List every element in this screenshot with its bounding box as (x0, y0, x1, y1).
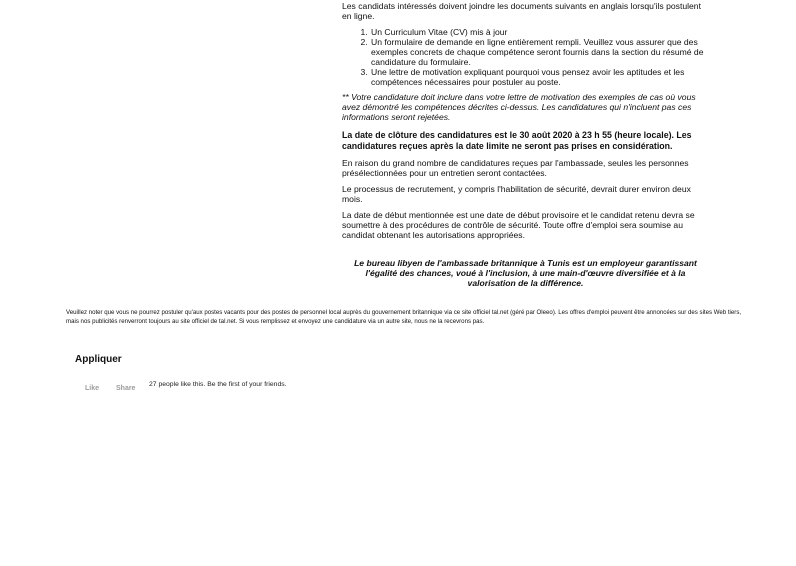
apply-heading[interactable]: Appliquer (75, 354, 122, 365)
equal-opportunity-statement: Le bureau libyen de l'ambassade britannique à Tunis est un employeur garantissant l'égalité des chances, voué à l'inclusion, à une main-d'œuvre diversifiée et à la valorisation de la différence. (354, 258, 697, 288)
documents-intro: Les candidats intéressés doivent joindre les documents suivants en anglais lorsqu'ils postulent en ligne. (342, 1, 701, 21)
documents-list (342, 27, 707, 87)
social-widget (80, 380, 300, 404)
closing-date-notice: La date de clôture des candidatures est le 30 août 2020 à 23 h 55 (heure locale). Les candidatures reçues après la date limite ne seront pas prises en considération. (342, 130, 692, 151)
like-count-text: 27 people like this. Be the first of your friends. (149, 381, 287, 388)
process-notice: Le processus de recrutement, y compris l'habilitation de sécurité, devrait durer environ deux mois. (342, 184, 691, 204)
job-description (342, 0, 707, 294)
application-disclaimer: Veuillez noter que vous ne pourrez postuler qu'aux postes vacants pour des postes de personnel local auprès du gouvernement britannique via ce site officiel tal.net (géré par Oleeo). Les offres d'emploi peuvent être annoncées sur des sites Web tiers, mais nos publicités renverront toujours au site officiel de tal.net. Si vous remplissez et envoyez une candidature via un autre site, nous ne la recevrons pas. (66, 309, 742, 325)
list-item: 2. Un formulaire de demande en ligne entièrement rempli. Veuillez vous assurer que des exemples concrets de chaque compétence seront fournis dans la section du résumé de candidature du formulaire. (370, 37, 707, 67)
like-button[interactable]: Like (85, 385, 100, 392)
cover-letter-note: ** Votre candidature doit inclure dans votre lettre de motivation des exemples de cas où vous avez démontré les compétences décrites ci-dessus. Les candidatures qui n'incluent pas ces informations seront rejetées. (342, 92, 696, 122)
start-date-notice: La date de début mentionnée est une date de début provisoire et le candidat retenu devra se soumettre à des procédures de contrôle de sécurité. Toute offre d'emploi sera soumise au candidat obtenant les autorisations appropriées. (342, 210, 695, 240)
list-item: 3. Une lettre de motivation expliquant pourquoi vous pensez avoir les aptitudes et les compétences nécessaires pour postuler au poste. (370, 67, 707, 87)
share-button[interactable]: Share (116, 385, 136, 392)
shortlist-notice: En raison du grand nombre de candidatures reçues par l'ambassade, seules les personnes présélectionnées pour un entretien seront contactées. (342, 158, 689, 178)
list-item: 1. Un Curriculum Vitae (CV) mis à jour (370, 27, 707, 37)
